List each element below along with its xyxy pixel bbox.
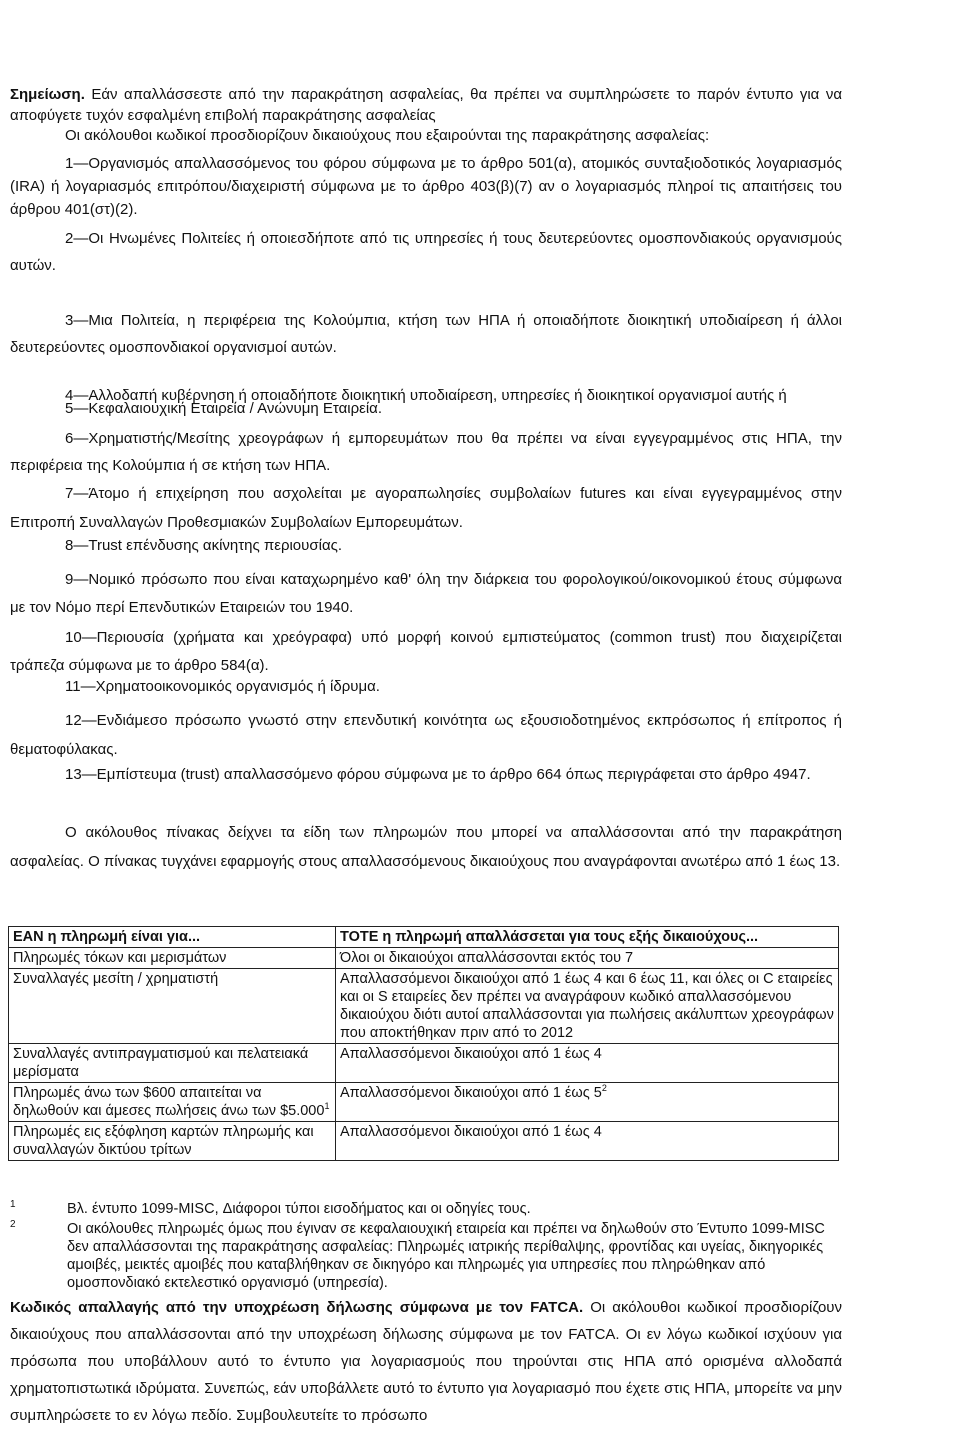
footnote-number: 2 [10, 1219, 16, 1230]
note-title: Σημείωση. [10, 86, 85, 103]
footnote-ref: 2 [601, 1083, 607, 1094]
exempt-payees: Όλοι οι δικαιούχοι απαλλάσσονται εκτός του 7 [336, 948, 839, 969]
exempt-payees: Απαλλασσόμενοι δικαιούχοι από 1 έως 4 και 6 έως 11, και όλες οι C εταιρείες και οι S εταιρείες δεν πρέπει να αναγράφουν κωδικό απαλλασσόμενου δικαιούχου διότι αυτοί απαλλάσσονται για πωλήσεις ακάλυπτων χρεογράφων που αποκτήθηκαν πριν από το 2012 [336, 969, 839, 1044]
code-2: 2—Οι Ηνωμένες Πολιτείες ή οποιεσδήποτε από τις υπηρεσίες ή τους δευτερεύοντες ομοσπονδιακούς οργανισμούς αυτών. [10, 230, 842, 274]
code-10: 10—Περιουσία (χρήματα και χρεόγραφα) υπό μορφή κοινού εμπιστεύματος (common trust) που διαχειρίζεται τράπεζα σύμφωνα με το άρθρο 584(α). [10, 629, 842, 674]
code-8: 8—Trust επένδυσης ακίνητης περιουσίας. [65, 537, 343, 554]
table-row [9, 1122, 839, 1161]
code-5: 5—Κεφαλαιουχική Εταιρεία / Ανώνυμη Εταιρεία. [65, 400, 383, 417]
payment-type: Συναλλαγές μεσίτη / χρηματιστή [9, 969, 336, 1044]
code-12: 12—Ενδιάμεσο πρόσωπο γνωστό στην επενδυτική κοινότητα ως εξουσιοδοτημένος εκπρόσωπος ή επίτροπος ή θεματοφύλακας. [10, 712, 842, 758]
payments-table [8, 926, 839, 1161]
table-row [9, 1044, 839, 1083]
footnote-2 [10, 1220, 840, 1292]
table-header-then: ΤΟΤΕ η πληρωμή απαλλάσσεται για τους εξής δικαιούχους... [336, 927, 839, 948]
fatca-title: Κωδικός απαλλαγής από την υποχρέωση δήλωσης σύμφωνα με τον FATCA. [10, 1299, 584, 1316]
note-paragraph [10, 84, 842, 126]
exempt-payees-text: Απαλλασσόμενοι δικαιούχοι από 1 έως 5 [340, 1085, 602, 1101]
table-intro: Ο ακόλουθος πίνακας δείχνει τα είδη των πληρωμών που μπορεί να απαλλάσσονται από την παρακράτηση ασφαλείας. Ο πίνακας τυγχάνει εφαρμογής στους απαλλασσόμενους δικαιούχους που αναγράφονται ανωτέρω από 1 έως 13. [10, 824, 842, 870]
code-4: 4—Αλλοδαπή κυβέρνηση ή οποιαδήποτε διοικητική υποδιαίρεση, υπηρεσίες ή διοικητικοί οργανισμοί αυτής ή [65, 387, 787, 404]
payment-type: Πληρωμές τόκων και μερισμάτων [9, 948, 336, 969]
footnote-ref: 1 [324, 1101, 330, 1112]
payment-type [9, 1083, 336, 1122]
code-13: 13—Εμπίστευμα (trust) απαλλασσόμενο φόρου σύμφωνα με το άρθρο 664 όπως περιγράφεται στο άρθρο 4947. [65, 766, 811, 783]
exempt-intro: Οι ακόλουθοι κωδικοί προσδιορίζουν δικαιούχους που εξαιρούνται της παρακράτησης ασφαλείας: [65, 127, 710, 144]
table-header-row [9, 927, 839, 948]
footnote-number: 1 [10, 1199, 16, 1210]
footnote-text: Οι ακόλουθες πληρωμές όμως που έγιναν σε κεφαλαιουχική εταιρεία και πρέπει να δηλωθούν στο Έντυπο 1099-MISC δεν απαλλάσσονται της παρακράτησης ασφαλείας: Πληρωμές ιατρικής περίθαλψης, φροντίδας και υγείας, δικηγορικές αμοιβές, μεικτές αμοιβές που καταβλήθηκαν σε δικηγόρο και πληρωμές για υπηρεσίες που πληρώθηκαν από ομοσπονδιακό εκτελεστικό οργανισμό (υπηρεσία). [67, 1221, 825, 1291]
fatca-text: Οι ακόλουθοι κωδικοί προσδιορίζουν δικαιούχους που απαλλάσσονται από την υποχρέωση δήλωσης σύμφωνα με τον FATCA. Οι εν λόγω κωδικοί ισχύουν για πρόσωπα που υποβάλλουν αυτό το έντυπο για λογαριασμούς που τηρούνται στις ΗΠΑ από ορισμένα αλλοδαπά χρηματοπιστωτικά ιδρύματα. Συνεπώς, εάν υποβάλλετε αυτό το έντυπο για λογαριασμό που έχετε στις ΗΠΑ, μπορείτε να μην συμπληρώσετε το εν λόγω πεδίο. Συμβουλευτείτε το πρόσωπο [10, 1299, 842, 1424]
code-6: 6—Χρηματιστής/Μεσίτης χρεογράφων ή εμπορευμάτων που θα πρέπει να είναι εγγεγραμμένος στις ΗΠΑ, την περιφέρεια της Κολούμπια ή σε κτήση των ΗΠΑ. [10, 430, 842, 474]
table-header-if: ΕΑΝ η πληρωμή είναι για... [9, 927, 336, 948]
code-9: 9—Νομικό πρόσωπο που είναι καταχωρημένο καθ' όλη την διάρκεια του φορολογικού/οικονομικού έτους σύμφωνα με τον Νόμο περί Επενδυτικών Εταιρειών του 1940. [10, 571, 842, 616]
fatca-paragraph [10, 1294, 842, 1429]
exempt-payees: Απαλλασσόμενοι δικαιούχοι από 1 έως 4 [336, 1122, 839, 1161]
code-7: 7—Άτομο ή επιχείρηση που ασχολείται με αγοραπωλησίες συμβολαίων futures και είναι εγγεγραμμένος στην Επιτροπή Συναλλαγών Προθεσμιακών Συμβολαίων Εμπορευμάτων. [10, 485, 842, 531]
payment-type-text: Πληρωμές άνω των $600 απαιτείται να δηλωθούν και άμεσες πωλήσεις άνω των $5.000 [13, 1085, 325, 1119]
note-text: Εάν απαλλάσσεστε από την παρακράτηση ασφαλείας, θα πρέπει να συμπληρώσετε το παρόν έντυπο για να αποφύγετε τυχόν εσφαλμένη επιβολή παρακράτησης ασφαλείας [10, 86, 842, 124]
payment-type: Πληρωμές εις εξόφληση καρτών πληρωμής και συναλλαγών δικτύου τρίτων [9, 1122, 336, 1161]
footnote-text: Βλ. έντυπο 1099-MISC, Διάφοροι τύποι εισοδήματος και οι οδηγίες τους. [67, 1201, 531, 1217]
code-11: 11—Χρηματοοικονομικός οργανισμός ή ίδρυμα. [65, 678, 380, 695]
exempt-payees [336, 1083, 839, 1122]
table-row [9, 948, 839, 969]
code-3: 3—Μια Πολιτεία, η περιφέρεια της Κολούμπια, κτήση των ΗΠΑ ή οποιαδήποτε διοικητική υποδιαίρεση ή άλλοι δευτερεύοντες ομοσπονδιακοί οργανισμοί αυτών. [10, 312, 842, 356]
payment-type: Συναλλαγές αντιπραγματισμού και πελατειακά μερίσματα [9, 1044, 336, 1083]
footnote-1 [10, 1200, 840, 1218]
exempt-payees: Απαλλασσόμενοι δικαιούχοι από 1 έως 4 [336, 1044, 839, 1083]
table-row [9, 969, 839, 1044]
table-row [9, 1083, 839, 1122]
code-1: 1—Οργανισμός απαλλασσόμενος του φόρου σύμφωνα με το άρθρο 501(α), ατομικός συνταξιοδοτικός λογαριασμός (IRA) ή λογαριασμός επιτρόπου/διαχειριστή σύμφωνα με το άρθρο 403(β)(7) αν ο λογαριασμός πληροί τις απαιτήσεις του άρθρου 401(στ)(2). [10, 155, 842, 218]
